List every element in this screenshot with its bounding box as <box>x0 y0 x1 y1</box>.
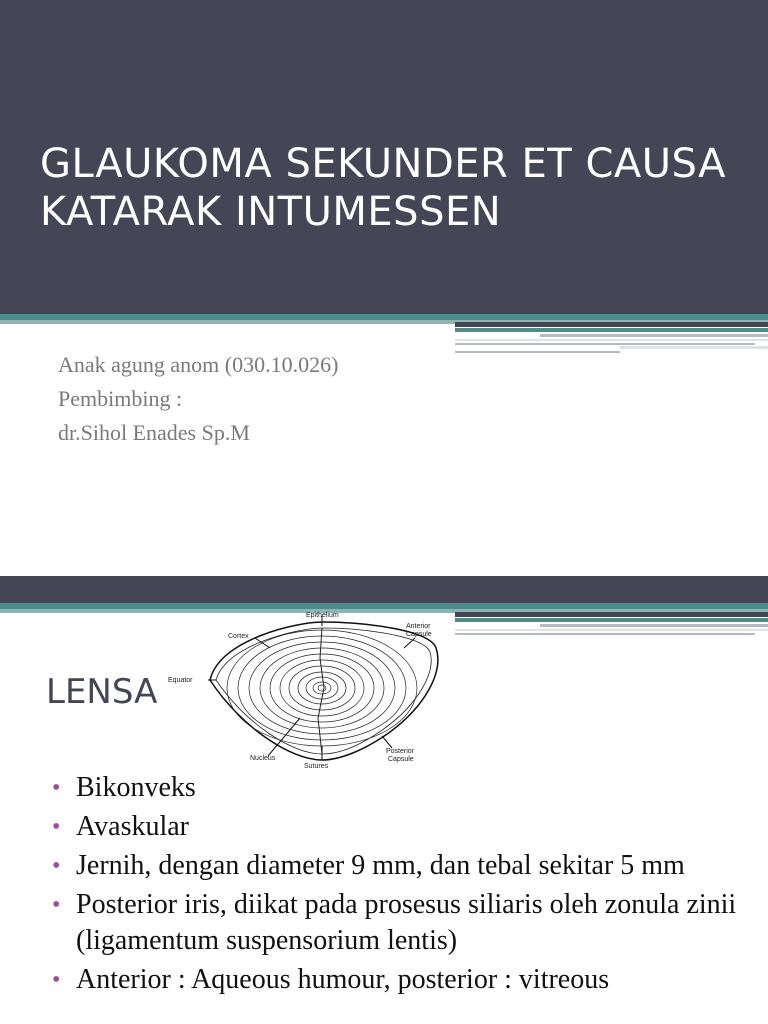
bullet-icon: • <box>52 853 61 879</box>
bullet-icon: • <box>52 814 61 840</box>
title-line-2: KATARAK INTUMESSEN <box>40 189 502 235</box>
slide-title <box>40 140 740 236</box>
label-posterior-capsule-2: Capsule <box>388 756 414 763</box>
slide-header-band <box>0 576 768 603</box>
label-sutures: Sutures <box>304 763 329 768</box>
bullet-list <box>52 770 752 1001</box>
label-posterior-capsule-1: Posterior <box>386 748 415 755</box>
label-epithelium: Epithelium <box>306 612 339 619</box>
author-line: Anak agung anom (030.10.026) <box>58 352 339 377</box>
label-cortex: Cortex <box>228 633 249 640</box>
label-anterior-capsule-1: Anterior <box>406 623 431 630</box>
label-nucleus: Nucleus <box>250 755 276 762</box>
supervisor-label: Pembimbing : <box>58 386 183 411</box>
list-item <box>52 809 752 845</box>
content-slide <box>0 576 768 1024</box>
list-item <box>52 848 752 884</box>
label-equator: Equator <box>168 677 193 684</box>
section-heading: LENSA <box>46 672 158 712</box>
slide-gap <box>0 560 768 576</box>
bullet-text: Posterior iris, diikat pada prosesus siliaris oleh zonula zinii (ligamentum suspensorium lentis) <box>76 889 737 956</box>
list-item <box>52 962 752 998</box>
list-item <box>52 887 752 959</box>
bullet-icon: • <box>52 892 61 918</box>
bullet-text: Anterior : Aqueous humour, posterior : vitreous <box>76 964 610 995</box>
bullet-icon: • <box>52 775 61 801</box>
bullet-icon: • <box>52 967 61 993</box>
lens-diagram <box>160 608 460 768</box>
label-anterior-capsule-2: Capsule <box>406 631 432 638</box>
list-item <box>52 770 752 806</box>
bullet-text: Avaskular <box>76 811 189 842</box>
title-line-1: GLAUKOMA SEKUNDER ET CAUSA <box>40 141 727 187</box>
lens-shape <box>210 622 438 760</box>
subtitle <box>58 348 338 450</box>
bullet-text: Jernih, dengan diameter 9 mm, dan tebal sekitar 5 mm <box>76 850 685 881</box>
bullet-text: Bikonveks <box>76 772 196 803</box>
supervisor-name: dr.Sihol Enades Sp.M <box>58 420 250 445</box>
